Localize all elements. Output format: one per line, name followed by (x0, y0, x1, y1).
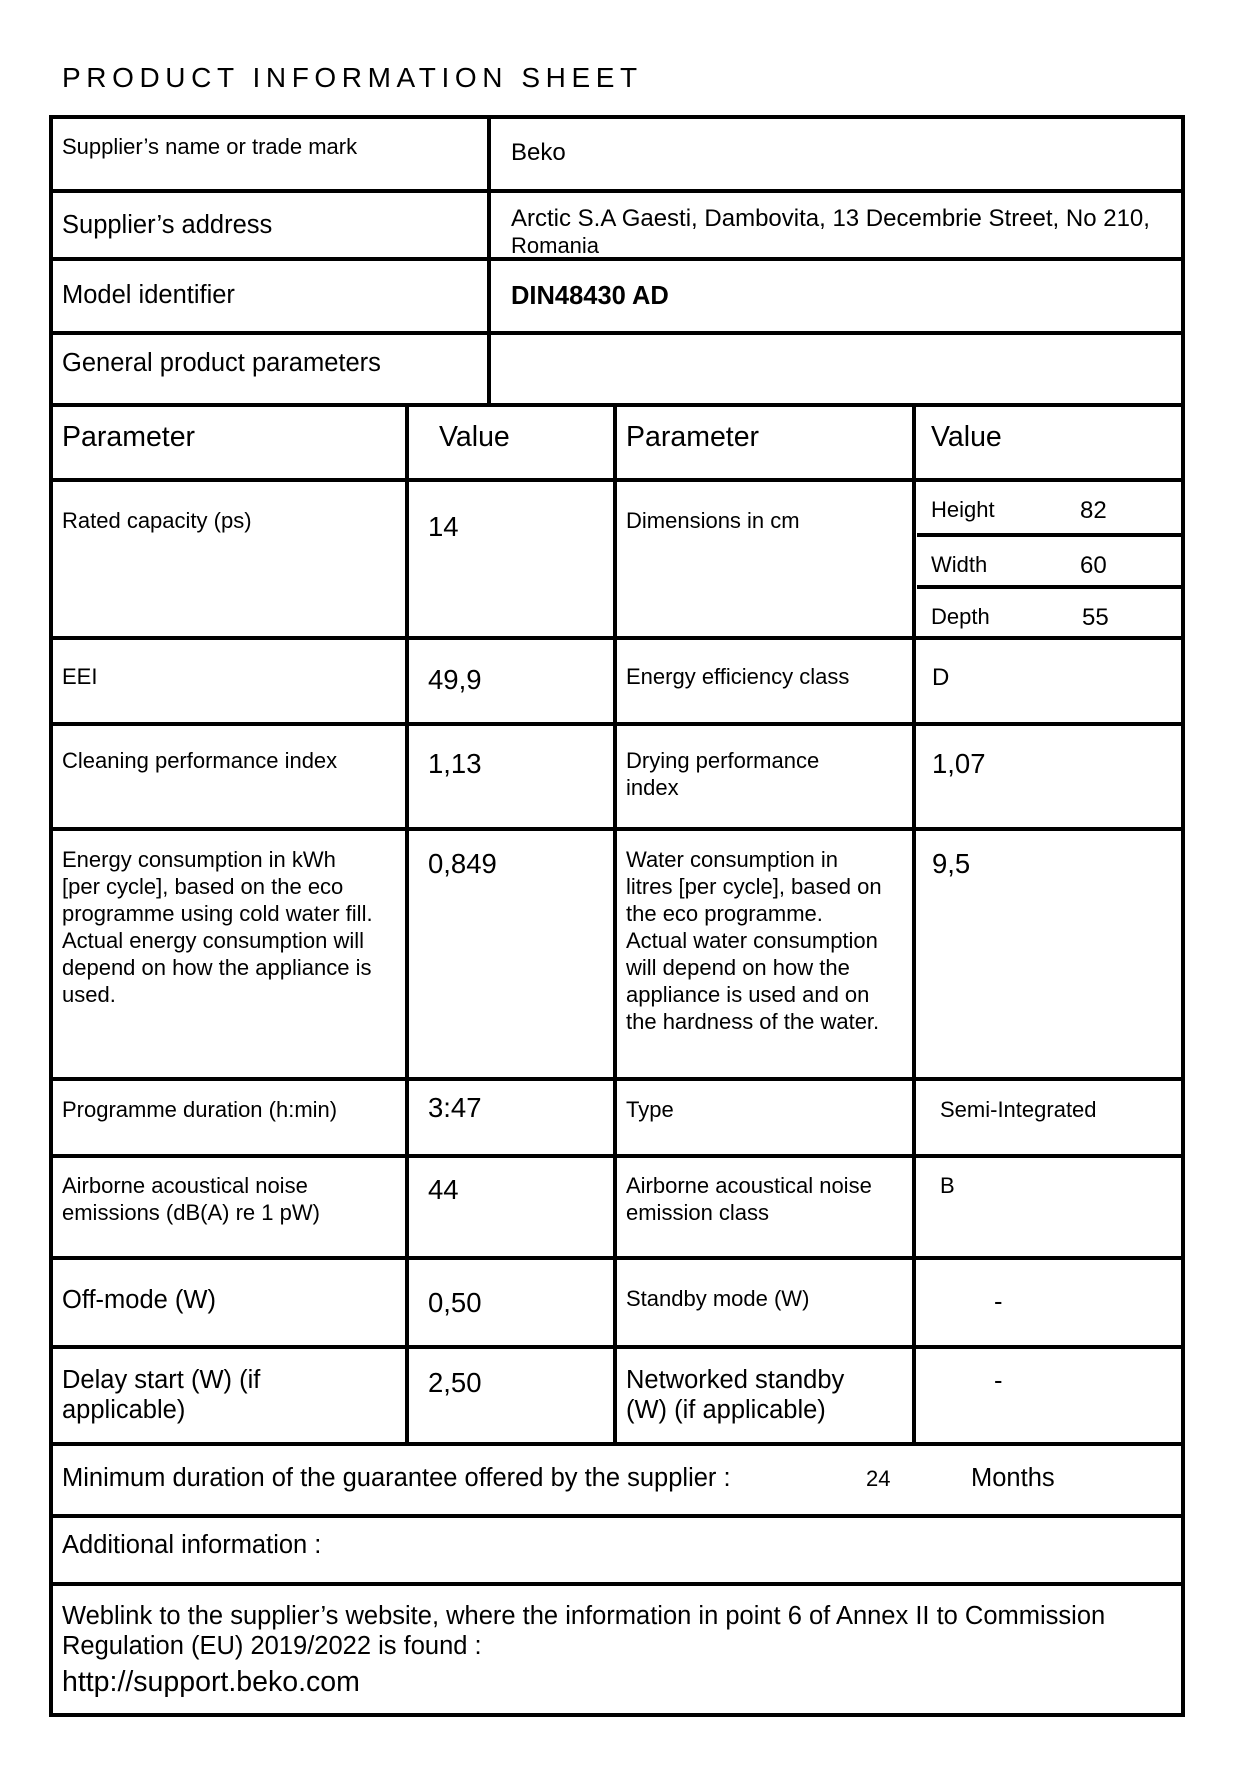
row-divider (49, 1345, 1185, 1349)
water-consumption-line: Actual water consumption (626, 928, 878, 953)
table-border-bottom (49, 1713, 1185, 1717)
water-consumption-value: 9,5 (932, 848, 971, 879)
row-divider (917, 533, 1185, 537)
table-border-right (1181, 115, 1185, 1717)
noise-emissions-label-line1: Airborne acoustical noise (62, 1173, 308, 1198)
drying-index-label-line1: Drying performance (626, 748, 820, 773)
eei-label: EEI (62, 664, 98, 689)
header-value-1: Value (439, 421, 510, 453)
standby-mode-label: Standby mode (W) (626, 1286, 810, 1311)
column-divider (912, 403, 916, 1445)
energy-class-value: D (932, 664, 950, 691)
row-divider (49, 478, 1185, 482)
row-divider (49, 257, 1185, 261)
drying-index-label-line2: index (626, 775, 679, 800)
energy-consumption-line: used. (62, 982, 116, 1007)
header-value-2: Value (931, 421, 1002, 453)
supplier-name-label: Supplier’s name or trade mark (62, 134, 358, 159)
type-label: Type (626, 1097, 674, 1122)
noise-class-label-line2: emission class (626, 1200, 770, 1225)
column-divider (405, 403, 409, 1445)
networked-standby-label-line1: Networked standby (626, 1366, 845, 1394)
guarantee-value: 24 (866, 1466, 891, 1491)
programme-duration-label: Programme duration (h:min) (62, 1097, 338, 1122)
height-value: 82 (1080, 497, 1107, 524)
rated-capacity-value: 14 (428, 511, 459, 542)
energy-consumption-line: [per cycle], based on the eco (62, 874, 344, 899)
supplier-name-value: Beko (511, 139, 566, 166)
off-mode-label: Off-mode (W) (62, 1286, 216, 1314)
width-value: 60 (1080, 552, 1107, 579)
water-consumption-line: Water consumption in (626, 847, 838, 872)
energy-consumption-value: 0,849 (428, 848, 497, 879)
table-border-top (49, 115, 1185, 119)
row-divider (49, 827, 1185, 831)
weblink-text-line1: Weblink to the supplier’s website, where the information in point 6 of Annex II to Commission (62, 1602, 1106, 1630)
weblink-text-line2: Regulation (EU) 2019/2022 is found : (62, 1632, 482, 1660)
water-consumption-line: the hardness of the water. (626, 1009, 880, 1034)
row-divider (49, 189, 1185, 193)
guarantee-label: Minimum duration of the guarantee offered by the supplier : (62, 1464, 731, 1492)
cleaning-index-value: 1,13 (428, 748, 482, 779)
page-title: PRODUCT INFORMATION SHEET (62, 62, 643, 93)
row-divider (49, 1442, 1185, 1446)
row-divider (49, 1582, 1185, 1586)
row-divider (49, 1077, 1185, 1081)
header-parameter-1: Parameter (62, 421, 196, 453)
noise-emissions-value: 44 (428, 1174, 459, 1205)
row-divider (49, 636, 1185, 640)
general-parameters-label: General product parameters (62, 349, 381, 377)
width-label: Width (931, 552, 988, 577)
row-divider (49, 722, 1185, 726)
depth-value: 55 (1082, 604, 1109, 631)
eei-value: 49,9 (428, 664, 482, 695)
height-label: Height (931, 497, 995, 522)
weblink-url[interactable]: http://support.beko.com (62, 1666, 360, 1698)
cleaning-index-label: Cleaning performance index (62, 748, 338, 773)
delay-start-label-line1: Delay start (W) (if (62, 1366, 261, 1394)
water-consumption-line: will depend on how the (626, 955, 850, 980)
energy-consumption-line: Actual energy consumption will (62, 928, 365, 953)
water-consumption-line: litres [per cycle], based on (626, 874, 882, 899)
column-divider (613, 403, 617, 1445)
supplier-address-value-line2: Romania (511, 233, 600, 258)
rated-capacity-label: Rated capacity (ps) (62, 508, 252, 533)
column-divider (487, 115, 491, 407)
row-divider (917, 585, 1185, 589)
guarantee-unit: Months (971, 1464, 1055, 1492)
row-divider (49, 1514, 1185, 1518)
additional-information-label: Additional information : (62, 1531, 322, 1559)
networked-standby-value: - (994, 1367, 1003, 1395)
row-divider (49, 331, 1185, 335)
water-consumption-line: appliance is used and on (626, 982, 870, 1007)
noise-emissions-label-line2: emissions (dB(A) re 1 pW) (62, 1200, 320, 1225)
model-identifier-label: Model identifier (62, 281, 235, 309)
row-divider (49, 1154, 1185, 1158)
type-value: Semi-Integrated (940, 1097, 1097, 1122)
networked-standby-label-line2: (W) (if applicable) (626, 1396, 826, 1424)
noise-class-value: B (940, 1173, 955, 1198)
header-parameter-2: Parameter (626, 421, 760, 453)
energy-class-label: Energy efficiency class (626, 664, 850, 689)
off-mode-value: 0,50 (428, 1287, 482, 1318)
noise-class-label-line1: Airborne acoustical noise (626, 1173, 872, 1198)
delay-start-label-line2: applicable) (62, 1396, 186, 1424)
energy-consumption-line: programme using cold water fill. (62, 901, 373, 926)
row-divider (49, 403, 1185, 407)
supplier-address-value-line1: Arctic S.A Gaesti, Dambovita, 13 Decembrie Street, No 210, (511, 205, 1150, 232)
depth-label: Depth (931, 604, 990, 629)
table-border-left (49, 115, 53, 1717)
dimensions-label: Dimensions in cm (626, 508, 800, 533)
energy-consumption-line: Energy consumption in kWh (62, 847, 336, 872)
standby-mode-value: - (994, 1288, 1003, 1316)
delay-start-value: 2,50 (428, 1367, 482, 1398)
row-divider (49, 1256, 1185, 1260)
model-identifier-value: DIN48430 AD (511, 282, 669, 310)
programme-duration-value: 3:47 (428, 1092, 482, 1123)
drying-index-value: 1,07 (932, 748, 986, 779)
water-consumption-line: the eco programme. (626, 901, 823, 926)
energy-consumption-line: depend on how the appliance is (62, 955, 372, 980)
supplier-address-label: Supplier’s address (62, 211, 273, 239)
